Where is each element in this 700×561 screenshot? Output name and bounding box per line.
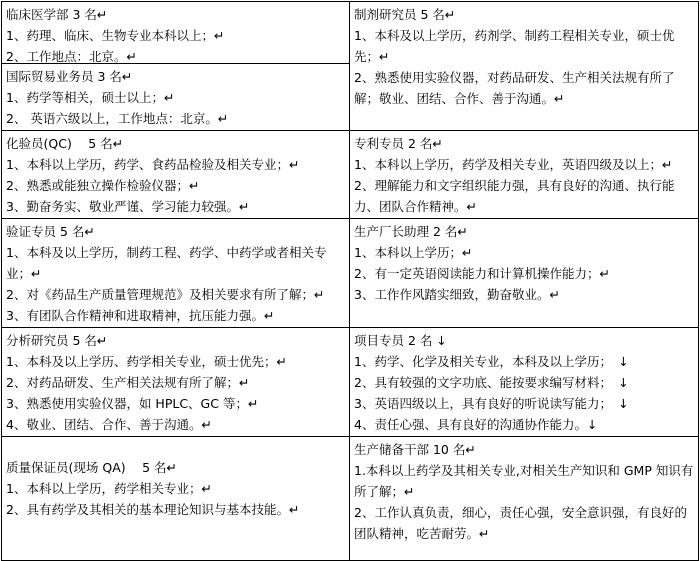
job-title: 化验员(QC) 5 名↵ (6, 136, 124, 151)
requirement-line: 4、敬业、团结、合作、善于沟通。↵ (6, 417, 212, 432)
job-entry-international-trade (2, 63, 349, 130)
requirement-line: 2、工作认真负责，细心，责任心强，安全意识强，有良好的团队精神，吃苦耐劳。↵ (354, 505, 687, 541)
table-cell-left (2, 2, 350, 131)
requirement-line: 1、本科及以上学历，药剂学、制药工程相关专业，硕士优先；↵ (354, 28, 675, 64)
requirement-line: 2、 英语六级以上，工作地点：北京。↵ (6, 111, 229, 126)
requirement-line: 3、有团队合作精神和进取精神，抗压能力强。↵ (6, 308, 275, 323)
table-row (2, 2, 699, 131)
requirement-line: 1、本科以上学历，药学、食药品检验及相关专业；↵ (6, 157, 300, 172)
job-title: 验证专员 5 名↵ (6, 224, 95, 239)
requirement-line: 2、理解能力和文字组织能力强，具有良好的沟通、执行能力、团队合作精神。↵ (354, 178, 675, 214)
requirement-line: 2、工作地点：北京。↵ (6, 49, 137, 64)
requirement-line: 1、药学、化学及相关专业，本科及以上学历； ↓ (354, 354, 629, 369)
table-cell-right (350, 131, 699, 219)
table-row (2, 328, 699, 437)
table-row (2, 131, 699, 219)
table-cell-right (350, 2, 699, 131)
requirement-line: 2、对《药品生产质量管理规范》及相关要求有所了解；↵ (6, 287, 325, 302)
requirement-line: 3、工作作风踏实细致，勤奋敬业。↵ (354, 287, 560, 302)
job-title: 项目专员 2 名 ↓ (354, 333, 447, 348)
job-title: 质量保证员(现场 QA) 5 名↵ (6, 460, 177, 475)
requirement-line: 1、本科以上学历，药学及相关专业，英语四级及以上；↵ (354, 157, 673, 172)
requirement-line: 1、本科及以上学历、药学相关专业，硕士优先；↵ (6, 354, 287, 369)
table-cell-right (350, 328, 699, 437)
table-cell-left (2, 219, 350, 328)
requirement-line: 1.本科以上药学及其相关专业,对相关生产知识和 GMP 知识有所了解；↵ (354, 463, 694, 499)
requirement-line: 3、熟悉使用实验仪器，如 HPLC、GC 等；↵ (6, 396, 259, 411)
table-row (2, 219, 699, 328)
requirement-line: 2、具有药学及其相关的基本理论知识与基本技能。↵ (6, 502, 300, 517)
requirement-line: 3、勤奋务实、敬业严谨、学习能力较强。↵ (6, 199, 250, 214)
requirement-line: 2、熟悉或能独立操作检验仪器；↵ (6, 178, 200, 193)
requirement-line: 1、本科以上学历；↵ (354, 245, 473, 260)
job-title: 国际贸易业务员 3 名↵ (6, 69, 133, 84)
requirement-line: 2、熟悉使用实验仪器，对药品研发、生产相关法规有所了解；敬业、团结、合作、善于沟通。↵ (354, 70, 675, 106)
job-listings-table (1, 1, 699, 561)
job-title: 分析研究员 5 名↵ (6, 333, 108, 348)
job-title: 生产厂长助理 2 名↵ (354, 224, 468, 239)
table-cell-right (350, 219, 699, 328)
job-title: 制剂研究员 5 名↵ (354, 7, 456, 22)
requirement-line: 1、本科及以上学历，制药工程、药学、中药学或者相关专业；↵ (6, 245, 327, 281)
requirement-line: 4、责任心强、具有良好的沟通协作能力。↓ (354, 417, 598, 432)
requirement-line: 1、本科以上学历，药学相关专业；↵ (6, 481, 212, 496)
requirement-line: 3、英语四级以上，具有良好的听说读写能力； ↓ (354, 396, 629, 411)
job-title: 生产储备干部 10 名↵ (354, 442, 476, 457)
requirement-line: 1、药理、临床、生物专业本科以上；↵ (6, 28, 225, 43)
table-cell-left (2, 131, 350, 219)
requirement-line: 1、药学等相关，硕士以上；↵ (6, 90, 175, 105)
job-title: 专利专员 2 名↵ (354, 136, 443, 151)
requirement-line: 2、具有较强的文字功底、能按要求编写材料； ↓ (354, 375, 629, 390)
job-title: 临床医学部 3 名↵ (6, 7, 108, 22)
requirement-line: 2、对药品研发、生产相关法规有所了解；↵ (6, 375, 250, 390)
table-cell-left (2, 328, 350, 437)
job-entry-clinical-medicine (2, 2, 349, 63)
requirement-line: 2、有一定英语阅读能力和计算机操作能力；↵ (354, 266, 610, 281)
table-row (2, 437, 699, 561)
table-cell-right (350, 437, 699, 561)
table-cell-left (2, 437, 350, 561)
